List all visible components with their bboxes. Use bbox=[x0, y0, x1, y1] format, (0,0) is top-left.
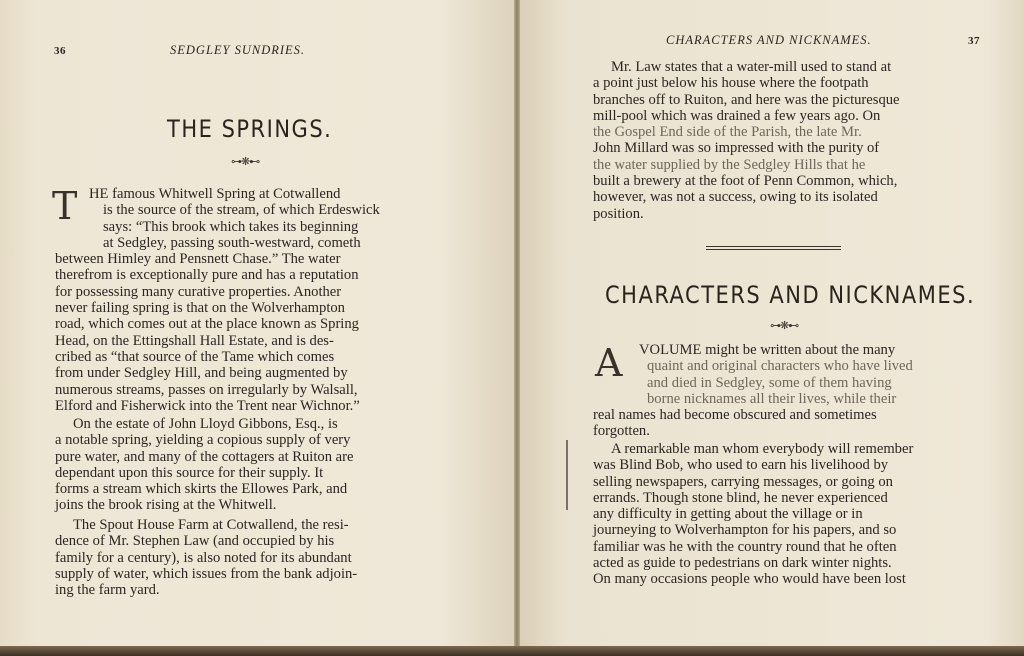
running-head-left: SEDGLEY SUNDRIES. bbox=[170, 43, 306, 57]
text-line: the Gospel End side of the Parish, the late Mr. bbox=[593, 124, 862, 141]
text-line: acted as guide to pedestrians on dark winter nights. bbox=[593, 555, 892, 572]
text-line: joins the brook rising at the Whitwell. bbox=[55, 497, 277, 514]
text-line: HE famous Whitwell Spring at Cotwallend bbox=[89, 186, 341, 202]
text-line: for possessing many curative properties. Another bbox=[55, 283, 342, 300]
ornament-divider: ⊶❋⊷ bbox=[770, 320, 799, 332]
text-line: mill-pool which was drained a few years ago. On bbox=[593, 107, 881, 124]
margin-pencil-mark bbox=[566, 440, 568, 510]
text-line: at Sedgley, passing south-westward, cometh bbox=[103, 234, 361, 251]
paragraph-springs-1 bbox=[55, 186, 443, 414]
book-bottom-edge bbox=[0, 646, 1024, 656]
text-line: forms a stream which skirts the Ellowes Park, and bbox=[55, 481, 348, 498]
section-rule bbox=[706, 246, 841, 250]
text-line: family for a century), is also noted for its abundant bbox=[55, 549, 352, 566]
text-line: the water supplied by the Sedgley Hills that he bbox=[593, 156, 866, 173]
text-line: VOLUME might be written about the many bbox=[639, 342, 896, 358]
text-line: Mr. Law states that a water-mill used to stand at bbox=[611, 59, 892, 75]
text-line: built a brewery at the foot of Penn Common, which, bbox=[593, 173, 898, 190]
paragraph-blind-bob bbox=[593, 441, 983, 588]
text-line: familiar was he with the country round that he often bbox=[593, 538, 897, 555]
text-line: quaint and original characters who have lived bbox=[647, 358, 913, 375]
text-line: The Spout House Farm at Cotwallend, the resi- bbox=[73, 517, 349, 533]
text-line: cribed as “that source of the Tame which comes bbox=[55, 348, 335, 365]
text-line: however, was not a success, owing to its isolated bbox=[593, 189, 878, 206]
text-line: between Himley and Pensnett Chase.” The water bbox=[55, 251, 341, 268]
text-line: borne nicknames all their lives, while their bbox=[647, 390, 897, 407]
text-line: numerous streams, passes on irregularly by Walsall, bbox=[55, 381, 358, 398]
paragraph-characters-1 bbox=[593, 342, 983, 440]
text-line: position. bbox=[593, 205, 644, 222]
text-line: was Blind Bob, who used to earn his livelihood by bbox=[593, 457, 889, 474]
text-line: branches off to Ruiton, and here was the picturesque bbox=[593, 91, 900, 108]
text-line: ing the farm yard. bbox=[55, 582, 160, 599]
book-gutter bbox=[514, 0, 520, 648]
text-line: real names had become obscured and sometimes bbox=[593, 407, 877, 424]
text-line: On many occasions people who would have been lost bbox=[593, 571, 906, 588]
text-line: pure water, and many of the cottagers at Ruiton are bbox=[55, 448, 354, 465]
running-head-right: CHARACTERS AND NICKNAMES. bbox=[666, 33, 872, 47]
page-number-left: 36 bbox=[54, 45, 66, 57]
text-line: On the estate of John Lloyd Gibbons, Esq., is bbox=[73, 416, 338, 432]
drop-cap-a: A bbox=[595, 341, 623, 385]
text-line: road, which comes out at the place known as Spring bbox=[55, 316, 359, 333]
text-line: is the source of the stream, of which Erdeswick bbox=[103, 202, 380, 219]
text-line: from under Sedgley Hill, and being augmented by bbox=[55, 365, 348, 382]
page-number-right: 37 bbox=[968, 35, 980, 47]
text-line: dependant upon this source for their supply. It bbox=[55, 464, 324, 481]
text-line: any difficulty in getting about the village or in bbox=[593, 506, 863, 523]
paragraph-springs-3 bbox=[55, 517, 443, 598]
text-line: Head, on the Ettingshall Hall Estate, and is des- bbox=[55, 332, 334, 349]
text-line: supply of water, which issues from the bank adjoin- bbox=[55, 565, 358, 582]
text-line: never failing spring is that on the Wolverhampton bbox=[55, 300, 345, 317]
section-title-springs: THE SPRINGS. bbox=[167, 115, 333, 143]
text-line: a point just below his house where the footpath bbox=[593, 75, 869, 92]
ornament-divider: ⊶❋⊷ bbox=[231, 156, 260, 168]
text-line: therefrom is exceptionally pure and has a reputation bbox=[55, 267, 359, 284]
text-line: forgotten. bbox=[593, 423, 650, 440]
text-line: Elford and Fisherwick into the Trent near Wichnor.” bbox=[55, 397, 360, 414]
text-line: journeying to Wolverhampton for his papers, and so bbox=[593, 522, 897, 539]
text-line: dence of Mr. Stephen Law (and occupied by his bbox=[55, 533, 335, 550]
text-line: says: “This brook which takes its beginning bbox=[103, 218, 359, 235]
section-title-characters: CHARACTERS AND NICKNAMES. bbox=[605, 281, 976, 309]
paragraph-springs-2 bbox=[55, 416, 443, 514]
drop-cap-t: T bbox=[52, 184, 78, 228]
text-line: John Millard was so impressed with the purity of bbox=[593, 140, 880, 157]
text-line: selling newspapers, carrying messages, or going on bbox=[593, 473, 893, 490]
paragraph-water-mill bbox=[593, 59, 983, 222]
text-line: a notable spring, yielding a copious supply of very bbox=[55, 432, 351, 449]
text-line: A remarkable man whom everybody will remember bbox=[611, 441, 914, 457]
text-line: and died in Sedgley, some of them having bbox=[647, 374, 892, 391]
text-line: errands. Though stone blind, he never experienced bbox=[593, 489, 888, 506]
